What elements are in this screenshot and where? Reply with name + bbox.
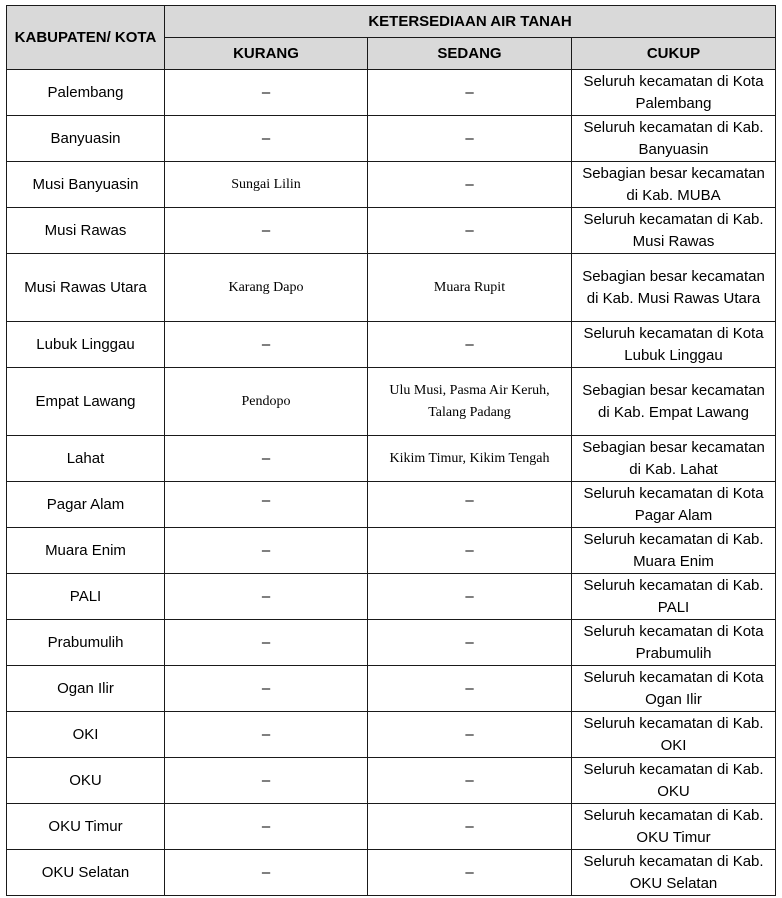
table-row [7, 368, 776, 436]
header-group: KETERSEDIAAN AIR TANAH [165, 6, 776, 38]
table-row [7, 254, 776, 322]
kurang-cell: – [165, 70, 368, 116]
groundwater-table [6, 5, 776, 896]
sedang-cell: – [368, 712, 572, 758]
sedang-cell: – [368, 758, 572, 804]
kurang-cell: – [165, 482, 368, 528]
kurang-cell: – [165, 322, 368, 368]
table-row [7, 758, 776, 804]
table-row [7, 528, 776, 574]
sedang-cell: Kikim Timur, Kikim Tengah [368, 436, 572, 482]
sedang-cell: – [368, 482, 572, 528]
table-row [7, 162, 776, 208]
region-cell: Musi Banyuasin [7, 162, 165, 208]
region-cell: Lahat [7, 436, 165, 482]
cukup-cell: Seluruh kecamatan di Kab. Banyuasin [572, 116, 776, 162]
kurang-cell: – [165, 758, 368, 804]
sedang-cell: – [368, 70, 572, 116]
table-row [7, 712, 776, 758]
region-cell: OKU [7, 758, 165, 804]
kurang-cell: – [165, 574, 368, 620]
kurang-cell: – [165, 116, 368, 162]
kurang-cell: – [165, 804, 368, 850]
cukup-cell: Sebagian besar kecamatan di Kab. MUBA [572, 162, 776, 208]
cukup-cell: Seluruh kecamatan di Kab. OKU Selatan [572, 850, 776, 896]
kurang-cell: – [165, 666, 368, 712]
table-row [7, 574, 776, 620]
region-cell: Prabumulih [7, 620, 165, 666]
region-cell: Musi Rawas Utara [7, 254, 165, 322]
cukup-cell: Sebagian besar kecamatan di Kab. Empat Lawang [572, 368, 776, 436]
sedang-cell: Ulu Musi, Pasma Air Keruh, Talang Padang [368, 368, 572, 436]
header-kurang: KURANG [165, 38, 368, 70]
region-cell: Muara Enim [7, 528, 165, 574]
region-cell: Banyuasin [7, 116, 165, 162]
region-cell: OKU Timur [7, 804, 165, 850]
kurang-cell: Karang Dapo [165, 254, 368, 322]
cukup-cell: Sebagian besar kecamatan di Kab. Musi Rawas Utara [572, 254, 776, 322]
table-row [7, 850, 776, 896]
region-cell: Pagar Alam [7, 482, 165, 528]
cukup-cell: Seluruh kecamatan di Kota Pagar Alam [572, 482, 776, 528]
cukup-cell: Seluruh kecamatan di Kota Palembang [572, 70, 776, 116]
cukup-cell: Seluruh kecamatan di Kab. Musi Rawas [572, 208, 776, 254]
sedang-cell: – [368, 162, 572, 208]
cukup-cell: Seluruh kecamatan di Kab. Muara Enim [572, 528, 776, 574]
cukup-cell: Seluruh kecamatan di Kab. OKU [572, 758, 776, 804]
header-sedang: SEDANG [368, 38, 572, 70]
sedang-cell: – [368, 804, 572, 850]
table-row [7, 620, 776, 666]
kurang-cell: – [165, 850, 368, 896]
region-cell: Lubuk Linggau [7, 322, 165, 368]
region-cell: Musi Rawas [7, 208, 165, 254]
region-cell: PALI [7, 574, 165, 620]
cukup-cell: Seluruh kecamatan di Kab. OKU Timur [572, 804, 776, 850]
kurang-cell: – [165, 436, 368, 482]
cukup-cell: Seluruh kecamatan di Kab. OKI [572, 712, 776, 758]
table-row [7, 116, 776, 162]
sedang-cell: – [368, 850, 572, 896]
table-row [7, 436, 776, 482]
region-cell: Palembang [7, 70, 165, 116]
sedang-cell: – [368, 574, 572, 620]
sedang-cell: – [368, 322, 572, 368]
kurang-cell: – [165, 528, 368, 574]
region-cell: Ogan Ilir [7, 666, 165, 712]
sedang-cell: Muara Rupit [368, 254, 572, 322]
kurang-cell: – [165, 208, 368, 254]
cukup-cell: Sebagian besar kecamatan di Kab. Lahat [572, 436, 776, 482]
table-row [7, 666, 776, 712]
table-row [7, 208, 776, 254]
region-cell: Empat Lawang [7, 368, 165, 436]
sedang-cell: – [368, 666, 572, 712]
header-region: KABUPATEN/ KOTA [7, 6, 165, 70]
table-row [7, 70, 776, 116]
cukup-cell: Seluruh kecamatan di Kota Prabumulih [572, 620, 776, 666]
kurang-cell: – [165, 620, 368, 666]
region-cell: OKU Selatan [7, 850, 165, 896]
sedang-cell: – [368, 528, 572, 574]
header-cukup: CUKUP [572, 38, 776, 70]
region-cell: OKI [7, 712, 165, 758]
kurang-cell: Sungai Lilin [165, 162, 368, 208]
sedang-cell: – [368, 208, 572, 254]
kurang-cell: Pendopo [165, 368, 368, 436]
kurang-cell: – [165, 712, 368, 758]
cukup-cell: Seluruh kecamatan di Kota Ogan Ilir [572, 666, 776, 712]
table-row [7, 804, 776, 850]
sedang-cell: – [368, 620, 572, 666]
cukup-cell: Seluruh kecamatan di Kab. PALI [572, 574, 776, 620]
table-row [7, 482, 776, 528]
table-row [7, 322, 776, 368]
cukup-cell: Seluruh kecamatan di Kota Lubuk Linggau [572, 322, 776, 368]
sedang-cell: – [368, 116, 572, 162]
